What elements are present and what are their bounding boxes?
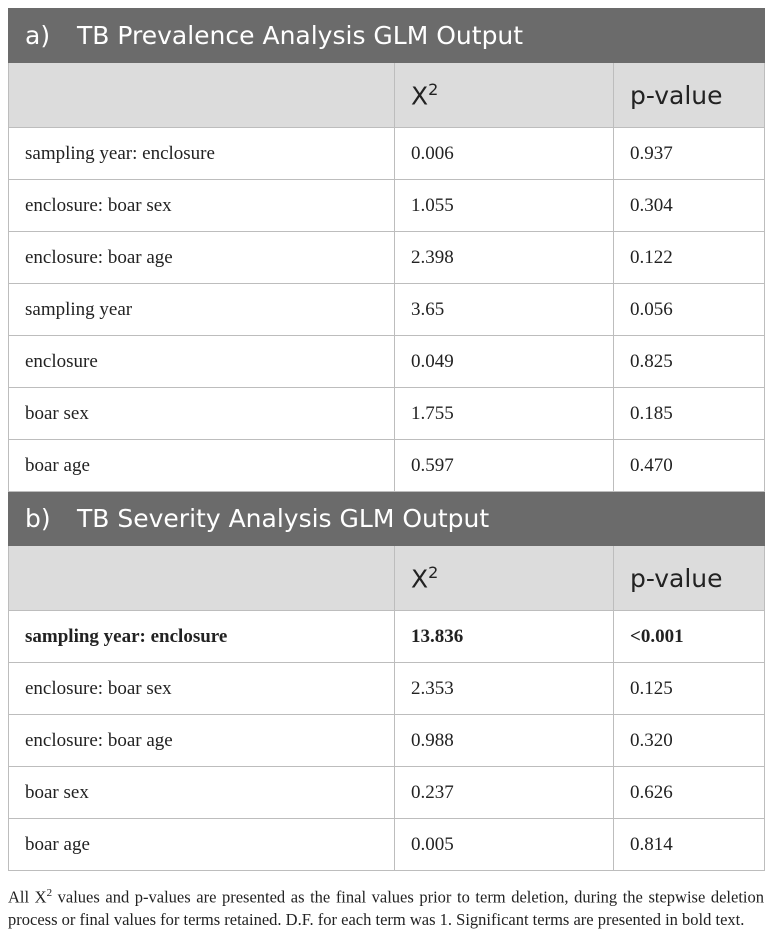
header-p-value: p-value (614, 63, 765, 128)
table-row (9, 715, 765, 767)
section-title-row (9, 9, 765, 63)
cell-chi-square: 0.049 (395, 336, 614, 388)
table-row (9, 819, 765, 871)
cell-term: boar age (9, 440, 395, 492)
table-row (9, 128, 765, 180)
header-chi-square (395, 63, 614, 128)
table-row (9, 440, 765, 492)
section-title-row (9, 492, 765, 546)
cell-chi-square: 0.005 (395, 819, 614, 871)
table-row (9, 388, 765, 440)
header-chi-symbol: X (411, 81, 429, 111)
header-chi-superscript: 2 (428, 562, 439, 582)
cell-p-value: 0.122 (614, 232, 765, 284)
cell-chi-square: 0.006 (395, 128, 614, 180)
table-row (9, 767, 765, 819)
cell-p-value: 0.825 (614, 336, 765, 388)
cell-chi-square: 1.055 (395, 180, 614, 232)
footnote-text-rest: values and p-values are presented as the final values prior to term deletion, during the stepwise deletion process or final values for terms retained. D.F. for each term was 1. Significant terms are presented in bold text. (8, 887, 765, 929)
cell-p-value: 0.470 (614, 440, 765, 492)
cell-chi-square: 2.353 (395, 663, 614, 715)
glm-output-document (8, 8, 764, 931)
section-title: TB Prevalence Analysis GLM Output (77, 21, 524, 50)
cell-term: sampling year: enclosure (9, 611, 395, 663)
section-title: TB Severity Analysis GLM Output (77, 504, 490, 533)
table-row (9, 663, 765, 715)
cell-term: enclosure: boar age (9, 715, 395, 767)
cell-term: enclosure: boar age (9, 232, 395, 284)
table-row (9, 284, 765, 336)
header-term (9, 63, 395, 128)
cell-term: sampling year: enclosure (9, 128, 395, 180)
column-header-row (9, 546, 765, 611)
table-row (9, 611, 765, 663)
header-chi-symbol: X (411, 564, 429, 594)
cell-p-value: 0.626 (614, 767, 765, 819)
table-row (9, 180, 765, 232)
cell-p-value: 0.125 (614, 663, 765, 715)
table-footnote (8, 882, 764, 931)
cell-p-value: 0.814 (614, 819, 765, 871)
header-chi-square (395, 546, 614, 611)
header-p-value: p-value (614, 546, 765, 611)
cell-term: enclosure (9, 336, 395, 388)
cell-term: boar age (9, 819, 395, 871)
section-label: b) (25, 504, 51, 533)
cell-p-value: 0.304 (614, 180, 765, 232)
cell-chi-square: 1.755 (395, 388, 614, 440)
glm-results-table (8, 8, 765, 871)
cell-p-value: 0.056 (614, 284, 765, 336)
column-header-row (9, 63, 765, 128)
cell-chi-square: 2.398 (395, 232, 614, 284)
header-chi-superscript: 2 (428, 79, 439, 99)
cell-p-value: 0.937 (614, 128, 765, 180)
cell-p-value: 0.320 (614, 715, 765, 767)
cell-p-value: 0.185 (614, 388, 765, 440)
footnote-superscript: 2 (46, 887, 53, 899)
section-title-cell (9, 9, 765, 63)
footnote-text-start: All X (8, 887, 47, 907)
table-row (9, 336, 765, 388)
cell-chi-square: 13.836 (395, 611, 614, 663)
cell-term: enclosure: boar sex (9, 663, 395, 715)
cell-term: boar sex (9, 767, 395, 819)
cell-chi-square: 0.237 (395, 767, 614, 819)
cell-term: boar sex (9, 388, 395, 440)
section-label: a) (25, 21, 51, 50)
header-term (9, 546, 395, 611)
cell-chi-square: 3.65 (395, 284, 614, 336)
section-title-cell (9, 492, 765, 546)
cell-term: sampling year (9, 284, 395, 336)
cell-term: enclosure: boar sex (9, 180, 395, 232)
cell-chi-square: 0.988 (395, 715, 614, 767)
cell-chi-square: 0.597 (395, 440, 614, 492)
table-row (9, 232, 765, 284)
table-body (9, 9, 765, 871)
cell-p-value: <0.001 (614, 611, 765, 663)
